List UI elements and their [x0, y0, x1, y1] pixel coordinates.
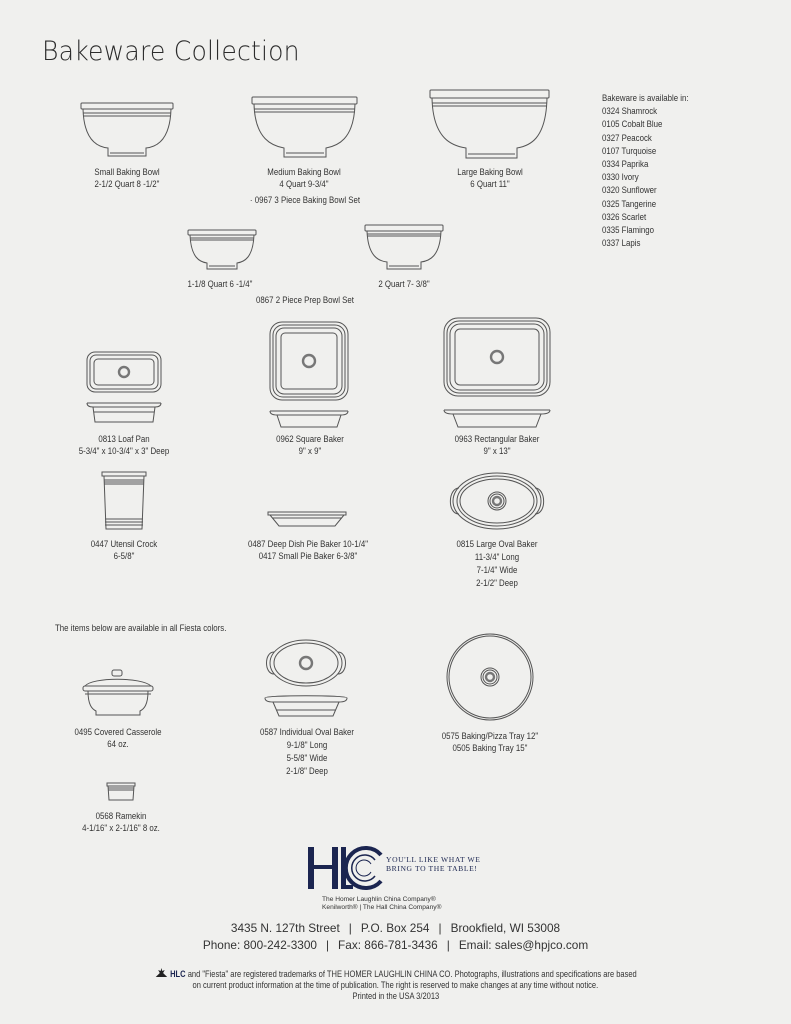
prep-bowl-large-drawing — [364, 224, 444, 271]
prep-bowl-small-size: 1-1/8 Quart 6 -1/4" — [187, 279, 253, 290]
ramekin-name: 0568 Ramekin — [95, 811, 147, 822]
separator: | — [325, 938, 330, 952]
legal-line-2: on current product information at the time of publication. The right is reserved to make changes at any time without notice. — [192, 980, 599, 990]
all-colors-note: The items below are available in all Fiesta colors. — [55, 623, 227, 634]
hlc-logo — [305, 843, 385, 893]
covered-casserole-drawing — [82, 669, 154, 717]
color-item: 0324 Shamrock — [602, 106, 658, 118]
available-colors-panel — [602, 92, 708, 250]
color-item: 0325 Tangerine — [602, 198, 657, 210]
individual-oval-baker-long: 9-1/8" Long — [286, 740, 328, 751]
small-baking-bowl-drawing — [80, 101, 174, 159]
company-line-2: Kenilworth® | The Hall China Company® — [322, 904, 442, 911]
color-item: 0334 Paprika — [602, 159, 649, 171]
prep-bowl-large-size: 2 Quart 7- 3/8" — [378, 279, 430, 290]
email-link[interactable]: Email: sales@hpjco.com — [458, 938, 589, 952]
baking-bowl-set-label: · 0967 3 Piece Baking Bowl Set — [249, 195, 361, 206]
large-baking-bowl-drawing — [429, 88, 551, 160]
prep-bowl-set-label: 0867 2 Piece Prep Bowl Set — [256, 295, 354, 306]
prep-bowl-small-drawing — [187, 229, 257, 271]
rectangular-baker-name: 0963 Rectangular Baker — [454, 434, 540, 445]
square-baker-size: 9" x 9" — [298, 446, 322, 457]
covered-casserole-size: 64 oz. — [107, 739, 129, 750]
utensil-crock-name: 0447 Utensil Crock — [90, 539, 158, 550]
utensil-crock-drawing — [101, 471, 147, 531]
ramekin-size: 4-1/16" x 2-1/16" 8 oz. — [82, 823, 160, 834]
individual-oval-baker-deep: 2-1/8" Deep — [286, 766, 328, 777]
address-line — [0, 921, 791, 935]
rectangular-baker-drawing — [443, 317, 551, 431]
large-oval-baker-long: 11-3/4" Long — [474, 552, 520, 563]
color-item: 0105 Cobalt Blue — [602, 119, 663, 131]
large-oval-baker-wide: 7-1/4" Wide — [476, 565, 518, 576]
tagline — [386, 855, 481, 873]
small-baking-bowl-size: 2-1/2 Quart 8 -1/2" — [94, 179, 160, 190]
individual-oval-baker-wide: 5-5/8" Wide — [286, 753, 328, 764]
large-oval-baker-name: 0815 Large Oval Baker — [456, 539, 538, 550]
large-oval-baker-deep: 2-1/2" Deep — [476, 578, 518, 589]
utensil-crock-size: 6-5/8" — [113, 551, 135, 562]
company-line-1: The Homer Laughlin China Company® — [322, 896, 436, 903]
separator: | — [446, 938, 450, 952]
separator: | — [438, 921, 442, 935]
separator: | — [348, 921, 352, 935]
individual-oval-baker-drawing — [263, 638, 349, 718]
large-oval-baker-drawing — [446, 471, 548, 531]
tagline-line-1: YOU'LL LIKE WHAT WE — [386, 855, 481, 864]
street: 3435 N. 127th Street — [230, 921, 340, 935]
pie-baker-line-1: 0487 Deep Dish Pie Baker 10-1/4" — [247, 539, 369, 550]
contact-line — [0, 938, 791, 952]
po-box: P.O. Box 254 — [360, 921, 430, 935]
hlc-mark: HLC — [169, 969, 186, 979]
small-baking-bowl-name: Small Baking Bowl — [94, 167, 160, 178]
color-item: 0330 Ivory — [602, 172, 639, 184]
large-baking-bowl-name: Large Baking Bowl — [457, 167, 523, 178]
color-item: 0337 Lapis — [602, 238, 641, 250]
legal-line-3: Printed in the USA 3/2013 — [352, 991, 439, 1001]
tagline-line-2: BRING TO THE TABLE! — [386, 864, 478, 873]
color-item: 0335 Flamingo — [602, 225, 655, 237]
color-item: 0320 Sunflower — [602, 185, 657, 197]
color-item: 0327 Peacock — [602, 132, 652, 144]
square-baker-name: 0962 Square Baker — [276, 434, 344, 445]
color-item: 0326 Scarlet — [602, 211, 647, 223]
rectangular-baker-size: 9" x 13" — [483, 446, 511, 457]
baking-tray-line-2: 0505 Baking Tray 15" — [452, 743, 528, 754]
medium-baking-bowl-drawing — [251, 96, 358, 159]
individual-oval-baker-name: 0587 Individual Oval Baker — [259, 727, 355, 738]
legal-line-1: and "Fiesta" are registered trademarks of THE HOMER LAUGHLIN CHINA CO. Photographs, illustrations and specifications are based — [185, 969, 637, 979]
medium-baking-bowl-name: Medium Baking Bowl — [267, 167, 341, 178]
ramekin-drawing — [106, 782, 136, 802]
pie-baker-drawing — [267, 511, 347, 527]
legal-text — [0, 968, 791, 1002]
large-baking-bowl-size: 6 Quart 11" — [470, 179, 510, 190]
color-item: 0107 Turquoise — [602, 145, 657, 157]
fax: Fax: 866-781-3436 — [338, 938, 438, 952]
company-names — [322, 896, 441, 912]
baking-tray-line-1: 0575 Baking/Pizza Tray 12" — [441, 731, 539, 742]
medium-baking-bowl-size: 4 Quart 9-3/4" — [279, 179, 329, 190]
square-baker-drawing — [269, 321, 349, 431]
page-title: Bakeware Collection — [42, 36, 300, 67]
loaf-pan-drawing — [86, 350, 162, 426]
loaf-pan-size: 5-3/4" x 10-3/4" x 3" Deep — [78, 446, 170, 457]
colors-heading: Bakeware is available in: — [602, 93, 689, 104]
loaf-pan-name: 0813 Loaf Pan — [98, 434, 150, 445]
city: Brookfield, WI 53008 — [450, 921, 561, 935]
baking-tray-drawing — [445, 632, 535, 722]
phone: Phone: 800-242-3300 — [202, 938, 317, 952]
covered-casserole-name: 0495 Covered Casserole — [74, 727, 162, 738]
pie-baker-line-2: 0417 Small Pie Baker 6-3/8" — [258, 551, 358, 562]
fiesta-dancer-icon — [155, 968, 168, 978]
